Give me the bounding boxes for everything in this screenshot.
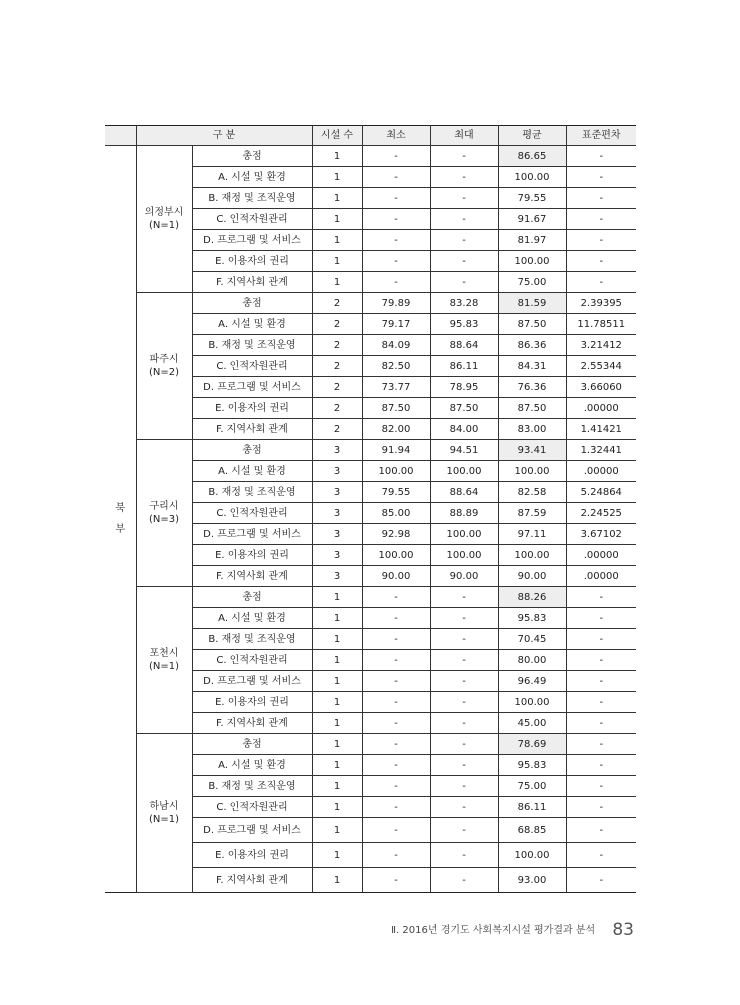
std-dev-cell: - — [566, 629, 636, 650]
header-mean: 평균 — [498, 126, 566, 146]
std-dev-cell: .00000 — [566, 461, 636, 482]
mean-cell: 82.58 — [498, 482, 566, 503]
facility-count-cell: 1 — [312, 755, 362, 776]
item-label-cell: F. 지역사회 관계 — [192, 419, 312, 440]
city-name: 하남시 — [149, 801, 179, 812]
max-cell: - — [430, 272, 498, 293]
max-cell: - — [430, 734, 498, 755]
min-cell: 82.50 — [362, 356, 430, 377]
max-cell: 100.00 — [430, 524, 498, 545]
mean-cell: 84.31 — [498, 356, 566, 377]
facility-count-cell: 2 — [312, 377, 362, 398]
std-dev-cell: - — [566, 146, 636, 167]
mean-cell: 70.45 — [498, 629, 566, 650]
mean-cell: 86.36 — [498, 335, 566, 356]
city-name: 파주시 — [149, 354, 179, 365]
min-cell: - — [362, 650, 430, 671]
max-cell: - — [430, 797, 498, 818]
item-label-cell: C. 인적자원관리 — [192, 503, 312, 524]
min-cell: - — [362, 797, 430, 818]
item-label-cell: D. 프로그램 및 서비스 — [192, 377, 312, 398]
facility-evaluation-table — [105, 125, 636, 893]
max-cell: - — [430, 146, 498, 167]
item-label-cell: E. 이용자의 권리 — [192, 692, 312, 713]
max-cell: - — [430, 818, 498, 843]
item-label-cell: E. 이용자의 권리 — [192, 398, 312, 419]
mean-cell: 87.59 — [498, 503, 566, 524]
table-row — [105, 146, 636, 167]
facility-count-cell: 3 — [312, 503, 362, 524]
item-label-cell: F. 지역사회 관계 — [192, 566, 312, 587]
mean-cell: 81.97 — [498, 230, 566, 251]
item-label-cell: E. 이용자의 권리 — [192, 545, 312, 566]
facility-count-cell: 1 — [312, 868, 362, 893]
std-dev-cell: - — [566, 209, 636, 230]
max-cell: 100.00 — [430, 461, 498, 482]
std-dev-cell: 11.78511 — [566, 314, 636, 335]
std-dev-cell: - — [566, 692, 636, 713]
city-cell — [136, 146, 192, 293]
std-dev-cell: - — [566, 843, 636, 868]
mean-cell: 100.00 — [498, 251, 566, 272]
table-body — [105, 146, 636, 893]
mean-cell: 80.00 — [498, 650, 566, 671]
std-dev-cell: 3.21412 — [566, 335, 636, 356]
std-dev-cell: - — [566, 188, 636, 209]
max-cell: 86.11 — [430, 356, 498, 377]
mean-cell: 83.00 — [498, 419, 566, 440]
mean-cell: 100.00 — [498, 167, 566, 188]
mean-cell: 90.00 — [498, 566, 566, 587]
facility-count-cell: 1 — [312, 251, 362, 272]
header-category: 구 분 — [136, 126, 312, 146]
mean-cell: 91.67 — [498, 209, 566, 230]
max-cell: 78.95 — [430, 377, 498, 398]
mean-cell: 68.85 — [498, 818, 566, 843]
max-cell: - — [430, 671, 498, 692]
mean-cell: 87.50 — [498, 398, 566, 419]
max-cell: - — [430, 209, 498, 230]
std-dev-cell: - — [566, 251, 636, 272]
item-label-cell: C. 인적자원관리 — [192, 650, 312, 671]
city-sample-size: (N=2) — [148, 367, 180, 378]
item-label-cell: 총점 — [192, 734, 312, 755]
table-row — [105, 587, 636, 608]
page-number: 83 — [612, 920, 634, 940]
max-cell: - — [430, 230, 498, 251]
facility-count-cell: 2 — [312, 356, 362, 377]
max-cell: - — [430, 755, 498, 776]
max-cell: 83.28 — [430, 293, 498, 314]
item-label-cell: 총점 — [192, 146, 312, 167]
facility-count-cell: 1 — [312, 650, 362, 671]
facility-count-cell: 2 — [312, 335, 362, 356]
min-cell: - — [362, 209, 430, 230]
mean-cell: 100.00 — [498, 545, 566, 566]
max-cell: - — [430, 713, 498, 734]
item-label-cell: 총점 — [192, 587, 312, 608]
max-cell: 88.64 — [430, 482, 498, 503]
min-cell: - — [362, 608, 430, 629]
min-cell: - — [362, 692, 430, 713]
item-label-cell: C. 인적자원관리 — [192, 356, 312, 377]
std-dev-cell: 3.67102 — [566, 524, 636, 545]
std-dev-cell: - — [566, 167, 636, 188]
facility-count-cell: 1 — [312, 692, 362, 713]
facility-count-cell: 1 — [312, 272, 362, 293]
item-label-cell: F. 지역사회 관계 — [192, 868, 312, 893]
item-label-cell: B. 재정 및 조직운영 — [192, 188, 312, 209]
item-label-cell: A. 시설 및 환경 — [192, 755, 312, 776]
city-name: 포천시 — [149, 648, 179, 659]
item-label-cell: E. 이용자의 권리 — [192, 251, 312, 272]
page-footer — [391, 920, 634, 940]
mean-cell: 78.69 — [498, 734, 566, 755]
header-max: 최대 — [430, 126, 498, 146]
std-dev-cell: .00000 — [566, 398, 636, 419]
max-cell: 88.89 — [430, 503, 498, 524]
min-cell: 90.00 — [362, 566, 430, 587]
mean-cell: 97.11 — [498, 524, 566, 545]
facility-count-cell: 1 — [312, 230, 362, 251]
min-cell: 100.00 — [362, 545, 430, 566]
facility-count-cell: 1 — [312, 671, 362, 692]
facility-count-cell: 1 — [312, 713, 362, 734]
min-cell: 84.09 — [362, 335, 430, 356]
item-label-cell: F. 지역사회 관계 — [192, 272, 312, 293]
max-cell: 95.83 — [430, 314, 498, 335]
mean-cell: 86.11 — [498, 797, 566, 818]
region-label-char: 부 — [115, 524, 126, 535]
header-std-dev: 표준편차 — [566, 126, 636, 146]
facility-count-cell: 1 — [312, 629, 362, 650]
mean-cell: 95.83 — [498, 755, 566, 776]
max-cell: 84.00 — [430, 419, 498, 440]
facility-count-cell: 3 — [312, 566, 362, 587]
min-cell: - — [362, 146, 430, 167]
min-cell: - — [362, 776, 430, 797]
min-cell: - — [362, 818, 430, 843]
facility-count-cell: 1 — [312, 818, 362, 843]
item-label-cell: B. 재정 및 조직운영 — [192, 482, 312, 503]
facility-count-cell: 3 — [312, 545, 362, 566]
max-cell: 87.50 — [430, 398, 498, 419]
city-cell — [136, 440, 192, 587]
std-dev-cell: - — [566, 587, 636, 608]
item-label-cell: A. 시설 및 환경 — [192, 461, 312, 482]
min-cell: 79.89 — [362, 293, 430, 314]
region-cell — [105, 146, 136, 893]
std-dev-cell: - — [566, 671, 636, 692]
facility-count-cell: 1 — [312, 188, 362, 209]
facility-count-cell: 1 — [312, 797, 362, 818]
item-label-cell: F. 지역사회 관계 — [192, 713, 312, 734]
item-label-cell: B. 재정 및 조직운영 — [192, 776, 312, 797]
max-cell: - — [430, 629, 498, 650]
item-label-cell: 총점 — [192, 440, 312, 461]
item-label-cell: D. 프로그램 및 서비스 — [192, 230, 312, 251]
mean-cell: 79.55 — [498, 188, 566, 209]
std-dev-cell: - — [566, 797, 636, 818]
mean-cell: 96.49 — [498, 671, 566, 692]
mean-cell: 93.00 — [498, 868, 566, 893]
std-dev-cell: 3.66060 — [566, 377, 636, 398]
city-cell — [136, 734, 192, 893]
city-sample-size: (N=1) — [148, 220, 180, 231]
header-facility-count: 시설 수 — [312, 126, 362, 146]
mean-cell: 100.00 — [498, 692, 566, 713]
item-label-cell: D. 프로그램 및 서비스 — [192, 818, 312, 843]
facility-count-cell: 3 — [312, 440, 362, 461]
min-cell: 79.55 — [362, 482, 430, 503]
mean-cell: 86.65 — [498, 146, 566, 167]
city-name: 의정부시 — [144, 207, 184, 218]
max-cell: 94.51 — [430, 440, 498, 461]
facility-count-cell: 1 — [312, 587, 362, 608]
max-cell: - — [430, 650, 498, 671]
item-label-cell: B. 재정 및 조직운영 — [192, 629, 312, 650]
std-dev-cell: 1.41421 — [566, 419, 636, 440]
std-dev-cell: - — [566, 230, 636, 251]
facility-count-cell: 3 — [312, 482, 362, 503]
std-dev-cell: 2.24525 — [566, 503, 636, 524]
facility-count-cell: 1 — [312, 608, 362, 629]
city-name: 구리시 — [149, 501, 179, 512]
std-dev-cell: - — [566, 734, 636, 755]
std-dev-cell: 1.32441 — [566, 440, 636, 461]
std-dev-cell: - — [566, 713, 636, 734]
facility-count-cell: 2 — [312, 293, 362, 314]
table-row — [105, 734, 636, 755]
header-corner-cell — [105, 126, 136, 146]
min-cell: - — [362, 587, 430, 608]
mean-cell: 81.59 — [498, 293, 566, 314]
item-label-cell: A. 시설 및 환경 — [192, 314, 312, 335]
city-cell — [136, 587, 192, 734]
std-dev-cell: .00000 — [566, 566, 636, 587]
mean-cell: 100.00 — [498, 461, 566, 482]
min-cell: - — [362, 868, 430, 893]
facility-count-cell: 1 — [312, 734, 362, 755]
header-min: 최소 — [362, 126, 430, 146]
item-label-cell: C. 인적자원관리 — [192, 209, 312, 230]
city-sample-size: (N=3) — [148, 514, 180, 525]
max-cell: - — [430, 692, 498, 713]
facility-count-cell: 1 — [312, 209, 362, 230]
std-dev-cell: - — [566, 755, 636, 776]
item-label-cell: A. 시설 및 환경 — [192, 608, 312, 629]
item-label-cell: 총점 — [192, 293, 312, 314]
mean-cell: 87.50 — [498, 314, 566, 335]
min-cell: - — [362, 188, 430, 209]
max-cell: - — [430, 843, 498, 868]
table-row — [105, 440, 636, 461]
min-cell: - — [362, 230, 430, 251]
min-cell: 82.00 — [362, 419, 430, 440]
min-cell: - — [362, 251, 430, 272]
mean-cell: 88.26 — [498, 587, 566, 608]
facility-count-cell: 3 — [312, 461, 362, 482]
facility-count-cell: 1 — [312, 167, 362, 188]
item-label-cell: A. 시설 및 환경 — [192, 167, 312, 188]
mean-cell: 100.00 — [498, 843, 566, 868]
max-cell: - — [430, 776, 498, 797]
mean-cell: 45.00 — [498, 713, 566, 734]
min-cell: 85.00 — [362, 503, 430, 524]
min-cell: 73.77 — [362, 377, 430, 398]
region-label-char: 북 — [115, 503, 126, 514]
min-cell: - — [362, 713, 430, 734]
item-label-cell: D. 프로그램 및 서비스 — [192, 671, 312, 692]
facility-count-cell: 2 — [312, 398, 362, 419]
max-cell: - — [430, 188, 498, 209]
std-dev-cell: .00000 — [566, 545, 636, 566]
min-cell: - — [362, 843, 430, 868]
std-dev-cell: 5.24864 — [566, 482, 636, 503]
max-cell: 100.00 — [430, 545, 498, 566]
item-label-cell: D. 프로그램 및 서비스 — [192, 524, 312, 545]
std-dev-cell: 2.55344 — [566, 356, 636, 377]
std-dev-cell: 2.39395 — [566, 293, 636, 314]
min-cell: 91.94 — [362, 440, 430, 461]
facility-count-cell: 1 — [312, 776, 362, 797]
min-cell: - — [362, 734, 430, 755]
std-dev-cell: - — [566, 868, 636, 893]
min-cell: - — [362, 167, 430, 188]
table-row — [105, 293, 636, 314]
min-cell: 100.00 — [362, 461, 430, 482]
min-cell: - — [362, 629, 430, 650]
footer-chapter-title: Ⅱ. 2016년 경기도 사회복지시설 평가결과 분석 — [391, 925, 596, 936]
max-cell: - — [430, 251, 498, 272]
city-sample-size: (N=1) — [148, 661, 180, 672]
max-cell: 88.64 — [430, 335, 498, 356]
mean-cell: 75.00 — [498, 776, 566, 797]
std-dev-cell: - — [566, 776, 636, 797]
std-dev-cell: - — [566, 650, 636, 671]
max-cell: - — [430, 608, 498, 629]
min-cell: - — [362, 755, 430, 776]
facility-count-cell: 1 — [312, 146, 362, 167]
max-cell: - — [430, 868, 498, 893]
mean-cell: 93.41 — [498, 440, 566, 461]
max-cell: - — [430, 167, 498, 188]
mean-cell: 75.00 — [498, 272, 566, 293]
city-sample-size: (N=1) — [148, 814, 180, 825]
max-cell: 90.00 — [430, 566, 498, 587]
min-cell: 87.50 — [362, 398, 430, 419]
min-cell: 79.17 — [362, 314, 430, 335]
max-cell: - — [430, 587, 498, 608]
std-dev-cell: - — [566, 818, 636, 843]
table-header-row — [105, 126, 636, 146]
item-label-cell: B. 재정 및 조직운영 — [192, 335, 312, 356]
std-dev-cell: - — [566, 272, 636, 293]
mean-cell: 76.36 — [498, 377, 566, 398]
facility-count-cell: 2 — [312, 419, 362, 440]
min-cell: 92.98 — [362, 524, 430, 545]
min-cell: - — [362, 671, 430, 692]
min-cell: - — [362, 272, 430, 293]
facility-count-cell: 1 — [312, 843, 362, 868]
item-label-cell: C. 인적자원관리 — [192, 797, 312, 818]
facility-count-cell: 3 — [312, 524, 362, 545]
mean-cell: 95.83 — [498, 608, 566, 629]
item-label-cell: E. 이용자의 권리 — [192, 843, 312, 868]
city-cell — [136, 293, 192, 440]
facility-count-cell: 2 — [312, 314, 362, 335]
std-dev-cell: - — [566, 608, 636, 629]
